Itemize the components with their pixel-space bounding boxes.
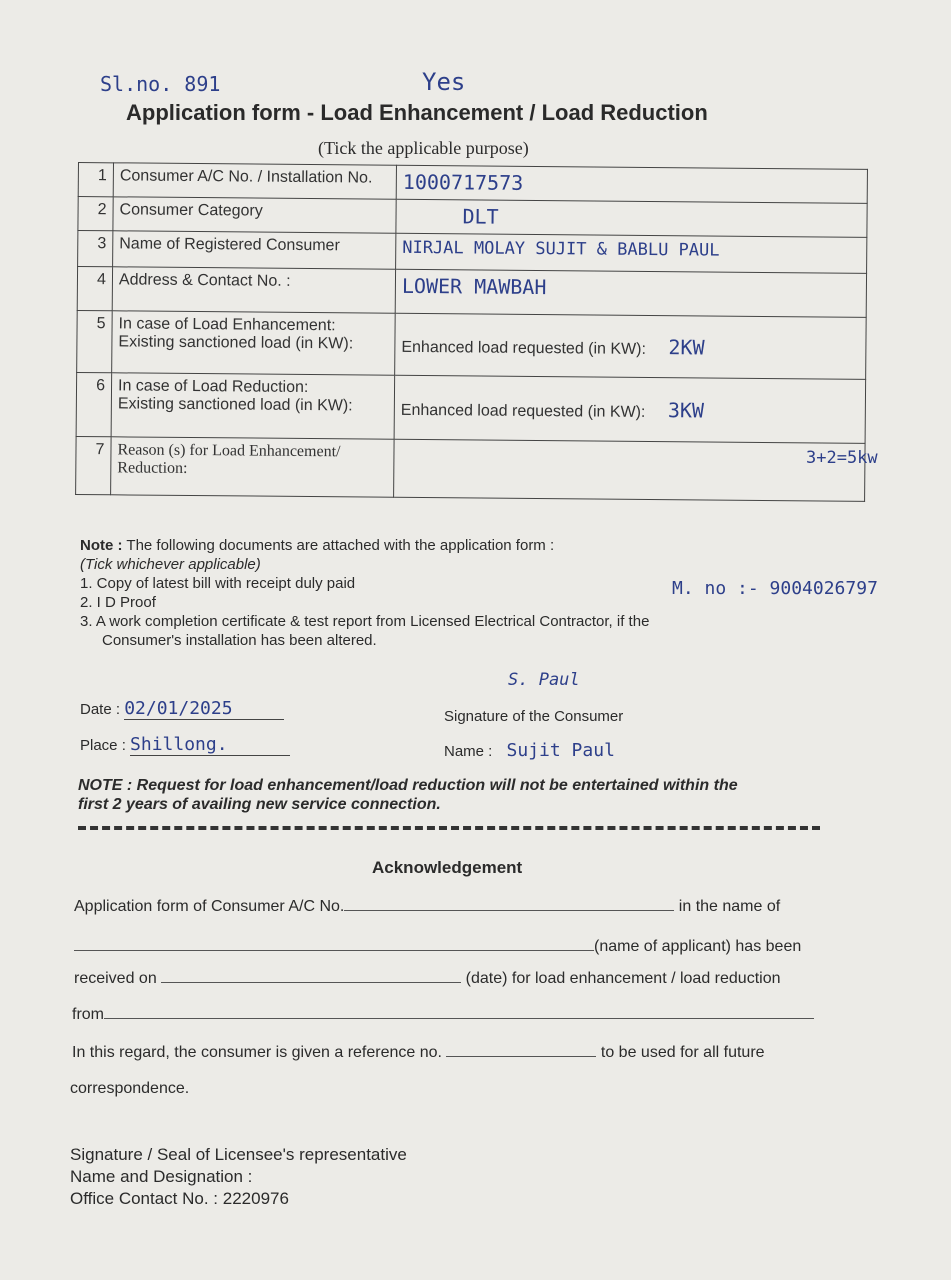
row-label-line: In case of Load Reduction: bbox=[117, 377, 309, 397]
account-number-value: 1000717573 bbox=[402, 169, 524, 195]
row-number: 4 bbox=[77, 267, 112, 311]
row-value-cell[interactable] bbox=[395, 313, 867, 379]
footer-line: Name and Designation : bbox=[70, 1167, 253, 1186]
application-table bbox=[75, 162, 868, 502]
row-value-cell[interactable] bbox=[395, 269, 866, 317]
row-number: 3 bbox=[78, 231, 113, 267]
place-value: Shillong. bbox=[130, 734, 228, 755]
row-label-line: Reason (s) for Load Enhancement/ bbox=[117, 441, 341, 461]
row-label-line: Existing sanctioned load (in KW): bbox=[117, 395, 353, 415]
footer-line: Office Contact No. : 2220976 bbox=[70, 1189, 289, 1208]
ack-line-6: correspondence. bbox=[70, 1080, 190, 1097]
name-row bbox=[444, 740, 615, 761]
table-row bbox=[77, 267, 866, 318]
date-value: 02/01/2025 bbox=[124, 698, 233, 719]
enhanced-load-value: 2KW bbox=[668, 334, 705, 359]
ack-text: In this regard, the consumer is given a reference no. bbox=[72, 1044, 442, 1061]
row-value-cell[interactable] bbox=[396, 233, 867, 273]
mobile-number-note: M. no :- 9004026797 bbox=[672, 578, 878, 599]
note-line: first 2 years of availing new service connection. bbox=[78, 796, 441, 813]
documents-note bbox=[80, 536, 649, 650]
important-note bbox=[78, 776, 738, 814]
list-item: 1. Copy of latest bill with receipt duly paid bbox=[80, 575, 356, 592]
ack-line-3 bbox=[74, 970, 781, 988]
ack-account-field[interactable] bbox=[344, 910, 674, 911]
form-title: Application form - Load Enhancement / Load Reduction bbox=[126, 100, 708, 125]
ack-text: Application form of Consumer A/C No. bbox=[74, 898, 345, 915]
row-label: Consumer A/C No. / Installation No. bbox=[113, 163, 396, 199]
signature-label: Signature of the Consumer bbox=[444, 708, 624, 725]
ack-text: (name of applicant) has been bbox=[594, 938, 802, 955]
row-number: 7 bbox=[76, 436, 112, 494]
yes-note: Yes bbox=[422, 68, 466, 96]
date-row bbox=[80, 698, 284, 720]
note-lead: Note : bbox=[80, 537, 123, 554]
ack-text: received on bbox=[74, 970, 157, 987]
reduction-load-value: 3KW bbox=[667, 397, 705, 422]
row-label bbox=[111, 437, 394, 497]
footer-line: Signature / Seal of Licensee's representative bbox=[70, 1145, 407, 1164]
ack-text: (date) for load enhancement / load reduction bbox=[465, 970, 781, 987]
serial-number-note: Sl.no. 891 bbox=[100, 72, 221, 96]
place-label: Place : bbox=[80, 737, 126, 754]
ack-line-5 bbox=[72, 1044, 765, 1062]
row-label-line: Reduction: bbox=[117, 459, 188, 477]
ack-applicant-field[interactable] bbox=[74, 950, 594, 951]
row-label: Name of Registered Consumer bbox=[113, 231, 396, 269]
row-value-cell[interactable] bbox=[396, 165, 867, 203]
place-field[interactable] bbox=[130, 734, 290, 756]
list-item: Consumer's installation has been altered. bbox=[102, 632, 377, 649]
table-row bbox=[76, 372, 866, 443]
note-line: NOTE : Request for load enhancement/load reduction will not be entertained within the bbox=[78, 777, 738, 794]
row-number: 6 bbox=[76, 372, 112, 436]
place-row bbox=[80, 734, 290, 756]
form-subtitle: (Tick the applicable purpose) bbox=[318, 138, 529, 158]
list-item: 3. A work completion certificate & test report from Licensed Electrical Contractor, if the bbox=[80, 613, 650, 630]
address-value: LOWER MAWBAH bbox=[401, 273, 547, 300]
row-number: 5 bbox=[77, 310, 113, 372]
note-subtext: (Tick whichever applicable) bbox=[80, 556, 261, 573]
ack-reference-field[interactable] bbox=[446, 1056, 596, 1057]
row-label bbox=[112, 311, 396, 375]
row-label: Consumer Category bbox=[113, 197, 396, 233]
row-label-line: Existing sanctioned load (in KW): bbox=[118, 333, 354, 353]
consumer-category-value: DLT bbox=[462, 204, 499, 229]
reason-value-cell[interactable] bbox=[394, 439, 865, 501]
date-label: Date : bbox=[80, 701, 121, 718]
list-item: 2. I D Proof bbox=[80, 594, 156, 611]
requested-load-label: Enhanced load requested (in KW): bbox=[401, 338, 647, 358]
divider bbox=[78, 826, 820, 830]
name-label: Name : bbox=[444, 743, 493, 760]
note-text: The following documents are attached with the application form : bbox=[126, 537, 555, 554]
ack-text: in the name of bbox=[678, 898, 781, 915]
table-row bbox=[77, 310, 867, 379]
ack-date-field[interactable] bbox=[161, 982, 461, 983]
row-value-cell[interactable] bbox=[396, 199, 867, 237]
row-value-cell[interactable] bbox=[394, 375, 866, 443]
ack-line-4 bbox=[72, 1006, 814, 1024]
licensee-footer bbox=[70, 1144, 407, 1210]
ack-text: from bbox=[72, 1006, 104, 1023]
row-number: 2 bbox=[78, 197, 113, 231]
date-field[interactable] bbox=[124, 698, 284, 720]
ack-line-2 bbox=[74, 938, 801, 956]
load-calculation-note: 3+2=5kw bbox=[806, 448, 878, 468]
consumer-signature: S. Paul bbox=[508, 670, 580, 690]
ack-from-field[interactable] bbox=[104, 1018, 814, 1019]
name-value: Sujit Paul bbox=[506, 740, 615, 761]
ack-line-1 bbox=[74, 898, 780, 916]
consumer-name-value: NIRJAL MOLAY SUJIT & BABLU PAUL bbox=[402, 237, 720, 261]
ack-text: to be used for all future bbox=[600, 1044, 765, 1061]
row-label-line: In case of Load Enhancement: bbox=[118, 315, 336, 335]
requested-load-label: Enhanced load requested (in KW): bbox=[400, 401, 646, 421]
row-label: Address & Contact No. : bbox=[112, 267, 395, 313]
acknowledgement-heading: Acknowledgement bbox=[372, 858, 523, 877]
row-number: 1 bbox=[78, 163, 113, 197]
table-row bbox=[76, 436, 865, 501]
row-label bbox=[111, 373, 395, 439]
